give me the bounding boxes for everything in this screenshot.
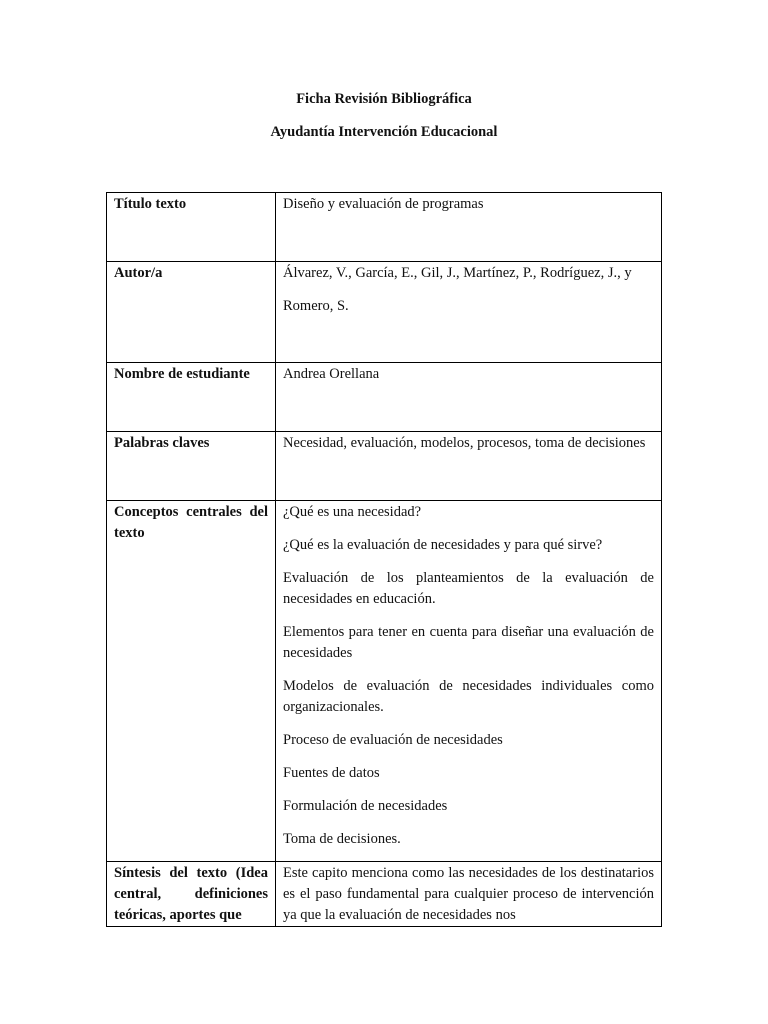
document-title: Ficha Revisión Bibliográfica: [296, 91, 472, 107]
concept-item: Elementos para tener en cuenta para diseñar una evaluación de necesidades: [283, 624, 654, 661]
label-titulo: Título texto: [107, 193, 276, 262]
value-autor: [276, 262, 662, 363]
concept-item: Formulación de necesidades: [283, 798, 448, 814]
label-conceptos: Conceptos centrales del texto: [107, 501, 276, 862]
row-autor: [107, 262, 662, 363]
value-palabras-claves: Necesidad, evaluación, modelos, procesos, toma de decisiones: [276, 432, 662, 501]
row-titulo: [107, 193, 662, 262]
label-estudiante: Nombre de estudiante: [107, 363, 276, 432]
value-conceptos: [276, 501, 662, 862]
row-palabras-claves: [107, 432, 662, 501]
concept-item: Toma de decisiones.: [283, 831, 401, 847]
concept-item: Proceso de evaluación de necesidades: [283, 732, 503, 748]
concept-item: ¿Qué es una necesidad?: [283, 504, 422, 520]
autor-line-1: Álvarez, V., García, E., Gil, J., Martínez, P., Rodríguez, J., y: [283, 265, 632, 281]
bibliographic-review-table: [106, 192, 662, 927]
row-conceptos: [107, 501, 662, 862]
row-estudiante: [107, 363, 662, 432]
autor-line-2: Romero, S.: [283, 298, 349, 314]
label-sintesis: Síntesis del texto (Idea central, definiciones teóricas, aportes que: [107, 862, 276, 927]
label-palabras-claves: Palabras claves: [107, 432, 276, 501]
concept-item: Evaluación de los planteamientos de la evaluación de necesidades en educación.: [283, 570, 654, 607]
value-titulo: Diseño y evaluación de programas: [276, 193, 662, 262]
concept-item: Fuentes de datos: [283, 765, 380, 781]
value-sintesis: Este capito menciona como las necesidades de los destinatarios es el paso fundamental para cualquier proceso de intervención ya que la evaluación de necesidades nos: [276, 862, 662, 927]
concept-item: Modelos de evaluación de necesidades individuales como organizacionales.: [283, 678, 654, 715]
document-subtitle: Ayudantía Intervención Educacional: [270, 124, 498, 140]
label-autor: Autor/a: [107, 262, 276, 363]
concept-item: ¿Qué es la evaluación de necesidades y para qué sirve?: [283, 537, 603, 553]
value-estudiante: Andrea Orellana: [276, 363, 662, 432]
row-sintesis: [107, 862, 662, 927]
